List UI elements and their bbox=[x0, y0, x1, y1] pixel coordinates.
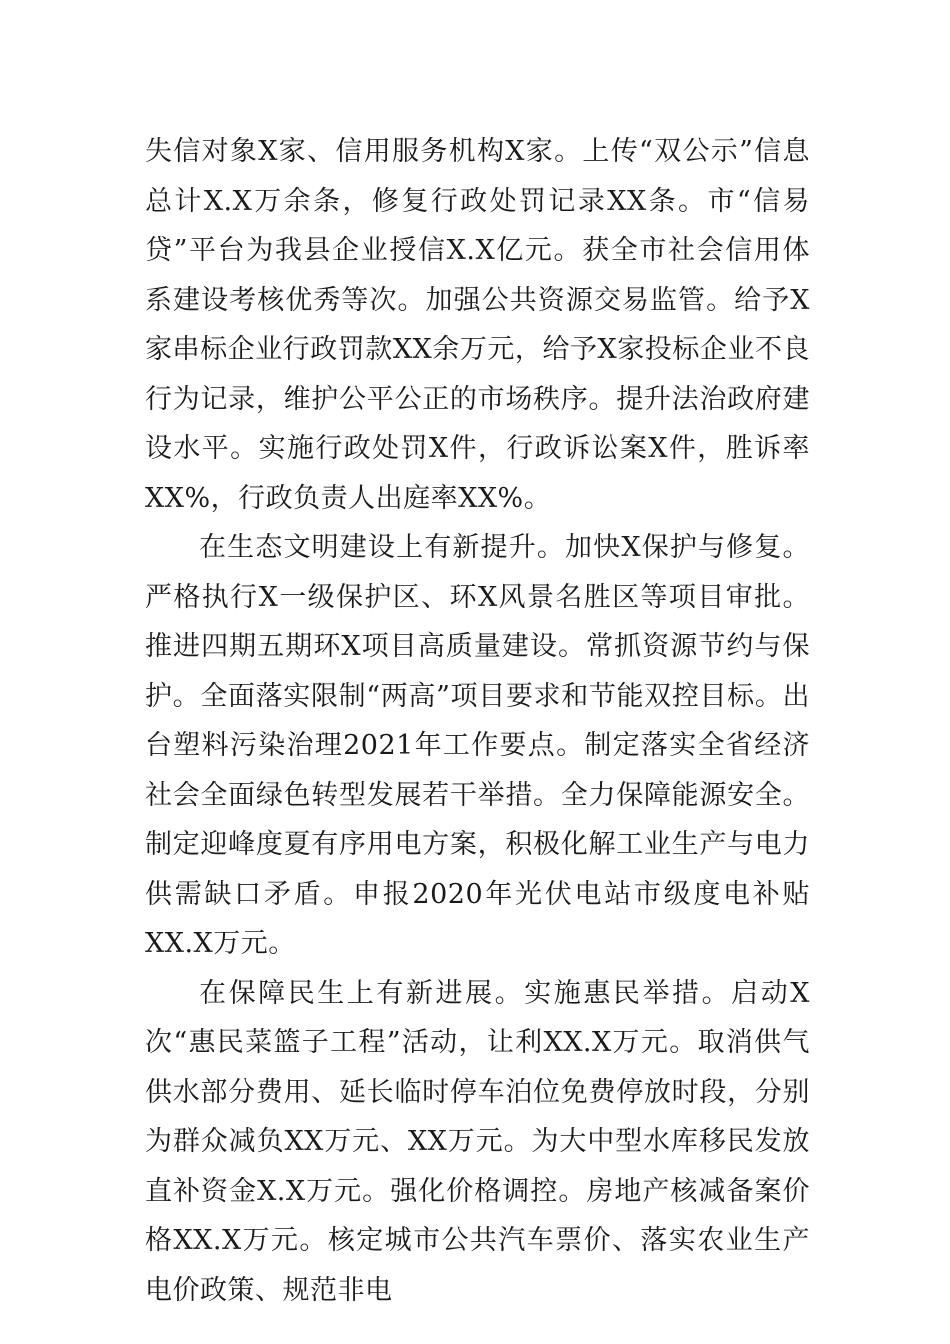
paragraph-livelihood-protection: 在保障民生上有新进展。实施惠民举措。启动X次“惠民菜篮子工程”活动，让利XX.X万元。取消供气供水部分费用、延长临时停车泊位免费停放时段，分别为群众减负XX万元、XX万元。为大中型水库移民发放直补资金X.X万元。强化价格调控。房地产核减备案价格XX.X万元。核定城市公共汽车票价、落实农业生产电价政策、规范非电 bbox=[145, 977, 810, 1306]
paragraph-ecological-civilization: 在生态文明建设上有新提升。加快X保护与修复。严格执行X一级保护区、环X风景名胜区等项目审批。推进四期五期环X项目高质量建设。常抓资源节约与保护。全面落实限制“两高”项目要求和节能双控目标。出台塑料污染治理2021年工作要点。制定落实全省经济社会全面绿色转型发展若干举措。全力保障能源安全。制定迎峰度夏有序用电方案，积极化解工业生产与电力供需缺口矛盾。申报2020年光伏电站市级度电补贴XX.X万元。 bbox=[145, 532, 810, 959]
document-body bbox=[145, 127, 810, 1315]
paragraph-credit-and-rule-of-law: 失信对象X家、信用服务机构X家。上传“双公示”信息总计X.X万余条，修复行政处罚记录XX条。市“信易贷”平台为我县企业授信X.X亿元。获全市社会信用体系建设考核优秀等次。加强公共资源交易监管。给予X家串标企业行政罚款XX余万元，给予X家投标企业不良行为记录，维护公平公正的市场秩序。提升法治政府建设水平。实施行政处罚X件，行政诉讼案X件，胜诉率XX%，行政负责人出庭率XX%。 bbox=[145, 136, 810, 514]
